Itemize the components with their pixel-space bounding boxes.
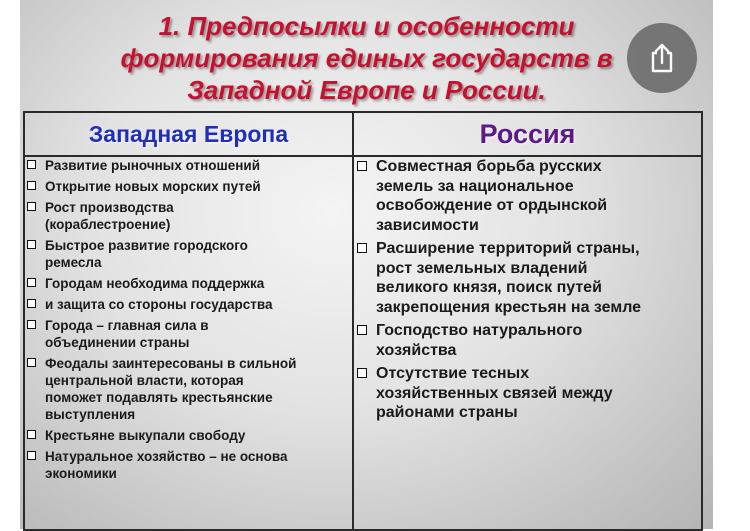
list-item-text: рост земельных владений: [376, 259, 588, 277]
slide-title: [20, 10, 713, 106]
share-button[interactable]: [627, 23, 697, 93]
list-item-text: Крестьяне выкупали свободу: [45, 428, 246, 443]
west-europe-item: [25, 355, 352, 423]
checkbox-bullet-icon: [357, 368, 367, 378]
title-line-2: формирования единых государств в: [120, 43, 613, 73]
list-item-text: Совместная борьба русских: [376, 158, 602, 175]
list-item-text: поможет подавлять крестьянские: [45, 390, 273, 405]
list-item-text: Натуральное хозяйство – не основа: [45, 449, 288, 464]
russia-item: [354, 157, 701, 235]
list-item-text: Открытие новых морских путей: [45, 179, 261, 194]
west-europe-cell: [24, 156, 353, 530]
list-item-text: экономики: [45, 466, 117, 481]
checkbox-bullet-icon: [27, 240, 36, 249]
list-item-text: объединении страны: [45, 335, 190, 350]
title-line-3: Западной Европе и России.: [187, 75, 546, 105]
title-line-1: 1. Предпосылки и особенности: [158, 11, 575, 41]
list-item-text: Города – главная сила в: [45, 318, 209, 333]
russia-cell: [353, 156, 702, 530]
list-item-text: Господство натурального: [376, 322, 583, 339]
checkbox-bullet-icon: [27, 430, 36, 439]
table-header-row: [24, 112, 702, 156]
list-item-text: (кораблестроение): [45, 217, 171, 232]
list-item-text: выступления: [45, 407, 136, 422]
list-item-text: Городам необходима поддержка: [45, 276, 265, 291]
list-item-text: ремесла: [45, 255, 102, 270]
list-item-text: Феодалы заинтересованы в сильной: [45, 356, 297, 371]
west-europe-item: [25, 157, 352, 174]
share-icon: [649, 43, 675, 73]
russia-item: [354, 239, 701, 317]
list-item-text: зависимости: [376, 216, 479, 234]
russia-header: Россия: [353, 112, 702, 156]
list-item-text: Отсутствие тесных: [376, 365, 530, 382]
west-europe-item: [25, 237, 352, 271]
list-item-text: Рост производства: [45, 200, 174, 215]
west-europe-item: [25, 275, 352, 292]
list-item-text: районами страны: [376, 404, 518, 421]
checkbox-bullet-icon: [27, 358, 36, 367]
west-europe-list: [25, 157, 352, 482]
list-item-text: земель за национальное: [376, 177, 574, 195]
list-item-text: Быстрое развитие городского: [45, 238, 248, 253]
list-item-text: хозяйства: [376, 341, 457, 359]
list-item-text: и защита со стороны государства: [45, 297, 273, 312]
west-europe-item: [25, 448, 352, 482]
list-item-text: Расширение территорий страны,: [376, 240, 640, 257]
checkbox-bullet-icon: [27, 451, 36, 460]
russia-list: [354, 157, 701, 423]
west-europe-item: [25, 427, 352, 444]
checkbox-bullet-icon: [27, 320, 36, 329]
checkbox-bullet-icon: [27, 160, 36, 169]
west-europe-item: [25, 178, 352, 195]
checkbox-bullet-icon: [357, 161, 367, 171]
west-europe-item: [25, 296, 352, 313]
list-item-text: хозяйственных связей между: [376, 384, 613, 402]
list-item-text: закрепощения крестьян на земле: [376, 298, 642, 316]
west-europe-header: Западная Европа: [24, 112, 353, 156]
west-europe-item: [25, 199, 352, 233]
list-item-text: центральной власти, которая: [45, 373, 244, 388]
russia-item: [354, 364, 701, 423]
russia-item: [354, 321, 701, 360]
table-body-row: [24, 156, 702, 530]
checkbox-bullet-icon: [27, 299, 36, 308]
list-item-text: освобождение от ордынской: [376, 197, 608, 214]
list-item-text: Развитие рыночных отношений: [45, 158, 261, 173]
checkbox-bullet-icon: [357, 325, 367, 335]
list-item-text: великого князя, поиск путей: [376, 279, 602, 296]
checkbox-bullet-icon: [357, 243, 367, 253]
checkbox-bullet-icon: [27, 202, 36, 211]
checkbox-bullet-icon: [27, 181, 36, 190]
west-europe-item: [25, 317, 352, 351]
comparison-table: [23, 111, 703, 531]
checkbox-bullet-icon: [27, 278, 36, 287]
